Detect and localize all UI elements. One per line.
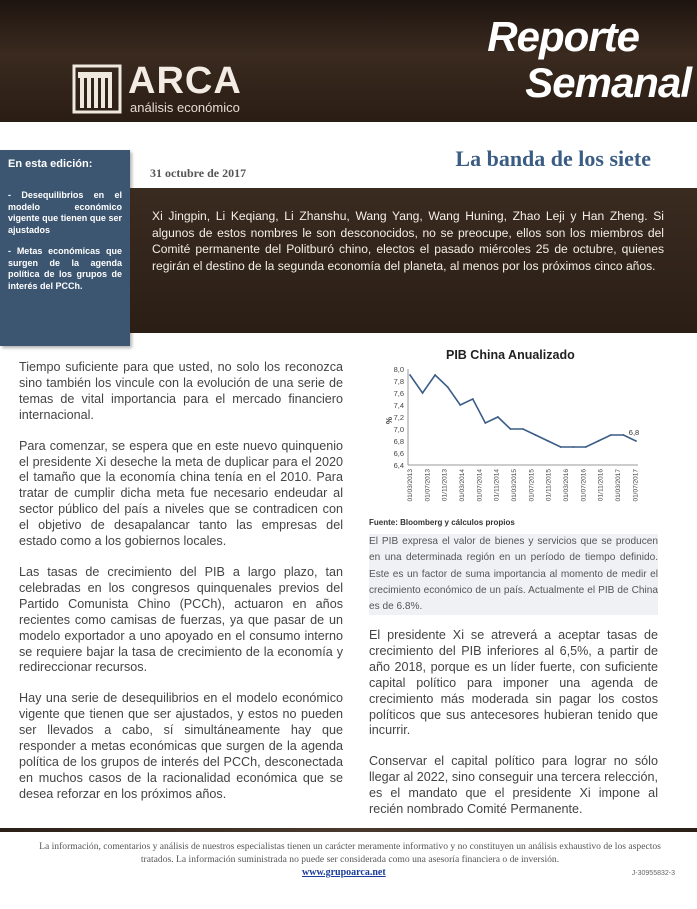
- chart-source: Fuente: Bloomberg y cálculos propios: [369, 518, 515, 527]
- chart-y-tick-label: 8,0: [393, 365, 404, 374]
- gdp-line-chart: [368, 364, 658, 514]
- report-title-line1: Reporte: [487, 13, 639, 60]
- arca-logo: [72, 60, 242, 120]
- document-code: J-30955832-3: [631, 870, 675, 877]
- chart-data-point: [497, 416, 499, 418]
- chart-y-tick-label: 6,6: [393, 449, 404, 458]
- chart-y-tick-label: 7,0: [393, 425, 404, 434]
- chart-y-axis-label: %: [384, 417, 393, 425]
- footer-divider: [0, 828, 697, 832]
- intro-paragraph: Xi Jingpin, Li Keqiang, Li Zhanshu, Wang Yang, Wang Huning, Zhao Leji y Han Zheng. Si algunos de estos nombres le son desconocidos, no se preocupe, ellos son los miembros del Comité permanente del Politburó chino, electos el pasado miércoles 25 de octubre, quienes regirán el destino de la segunda economía del planeta, al menos por los próximos cinco años.: [152, 209, 664, 273]
- brand-name: ARCA: [128, 60, 242, 102]
- chart-y-tick-label: 7,4: [393, 401, 404, 410]
- chart-title: PIB China Anualizado: [446, 348, 575, 362]
- report-title-line2: Semanal: [525, 59, 691, 106]
- body-paragraph: Tiempo suficiente para que usted, no solo los reconozca sino también los vincule con la evolución de una serie de temas de vital importancia para el mercado financiero internacional.: [19, 360, 343, 422]
- chart-data-point: [610, 434, 612, 436]
- chart-data-point: [447, 386, 449, 388]
- chart-note: El PIB expresa el valor de bienes y servicios que se producen en una determinada región en un período de tiempo definido. Este es un factor de suma importancia al momento de medir el crecimiento económico de un país. Actualmente el PIB de China es de 6.8%.: [369, 534, 658, 615]
- chart-y-tick-label: 6,4: [393, 461, 404, 470]
- chart-x-tick-label: 01/03/2016: [563, 469, 571, 502]
- website-link[interactable]: www.grupoarca.net: [302, 867, 386, 878]
- body-paragraph: Para comenzar, se espera que en este nuevo quinquenio el presidente Xi deseche la meta de duplicar para el 2020 el tamaño que la economía china tenía en el 2010. Para tratar de cumplir dicha meta fue necesario endeudar al sector público del país a niveles que se contradicen con el objetivo de desapalancar tanto las empresas del estado como a los gobiernos locales.: [19, 438, 343, 549]
- left-column: [19, 360, 343, 818]
- chart-x-tick-label: 01/07/2013: [424, 469, 432, 502]
- body-paragraph: Hay una serie de desequilibrios en el modelo económico vigente que tienen que ser ajustados, y estos no pueden ser llevados a cabo, sí simultáneamente hay que responder a metas económicas que surgen de la agenda política de los grupos de interés del PCCh, desconectada en muchos casos de la racionalidad económica que se desea reforzar en los próximos años.: [19, 691, 343, 801]
- edition-title: En esta edición:: [8, 158, 93, 170]
- disclaimer: La información, comentarios y análisis de nuestros especialistas tienen un carácter meramente informativo y no constituyen un análisis exhaustivo de los aspectos tratados. La información suministrada no puede ser considerada como una asesoría financiera o de inversión.: [39, 841, 661, 865]
- chart-data-point: [623, 434, 625, 436]
- chart-data-point: [597, 440, 599, 442]
- chart-data-point: [522, 428, 524, 430]
- right-column: [369, 628, 658, 833]
- chart-data-label: 6,8: [628, 428, 640, 437]
- body-paragraph: Conservar el capital político para lograr no sólo llegar al 2022, sino conseguir una tercera relección, es el mandato que el presidente Xi impone al recién nombrado Comité Permanente.: [369, 754, 658, 817]
- chart-data-point: [535, 434, 537, 436]
- report-date: 31 octubre de 2017: [150, 166, 247, 180]
- chart-y-tick-label: 7,2: [393, 413, 404, 422]
- chart-data-point: [572, 446, 574, 448]
- chart-y-tick-label: 6,8: [393, 437, 404, 446]
- chart-x-tick-label: 01/07/2017: [632, 469, 640, 502]
- chart-data-point: [472, 398, 474, 400]
- report-title: [487, 13, 691, 106]
- chart-data-point: [422, 392, 424, 394]
- chart-x-tick-label: 01/11/2014: [493, 469, 501, 502]
- chart-data-point: [459, 404, 461, 406]
- header-band: [0, 0, 697, 122]
- chart-y-tick-label: 7,8: [393, 377, 404, 386]
- chart-x-tick-label: 01/07/2016: [580, 469, 588, 502]
- brand-subtitle: análisis económico: [130, 100, 240, 115]
- body-paragraph: Las tasas de crecimiento del PIB a largo plazo, tan celebradas en los congresos quinquenales previos del Partido Comunista Chino (PCCh), actuaron en años recientes como camisas de fuerzas, ya que pasar de un modelo exportador a uno apoyado en el consumo interno se requiere bajar la tasa de crecimiento de la economía y redireccionar recursos.: [19, 564, 343, 675]
- chart-y-tick-label: 7,6: [393, 389, 404, 398]
- edition-sidebar: [0, 150, 130, 346]
- arca-logo-icon: [72, 64, 124, 116]
- chart-series-line: [410, 375, 636, 447]
- edition-item: - Desequilibrios en el modelo económico vigente que tienen que ser ajustados: [8, 190, 122, 235]
- chart-data-point: [409, 374, 411, 376]
- edition-item: - Metas económicas que surgen de la agenda política de los grupos de interés del PCCh.: [8, 246, 122, 291]
- chart-x-tick-label: 01/03/2014: [459, 469, 467, 502]
- chart-data-point: [547, 440, 549, 442]
- chart-x-tick-label: 01/11/2013: [441, 469, 449, 502]
- chart-x-tick-label: 01/07/2014: [476, 469, 484, 502]
- chart-x-tick-label: 01/11/2015: [545, 469, 553, 502]
- chart-data-point: [560, 446, 562, 448]
- article-title: La banda de los siete: [455, 146, 651, 171]
- body-paragraph: El presidente Xi se atreverá a aceptar tasas de crecimiento del PIB inferiores al 6,5%, a partir de año 2018, porque es un líder fuerte, con suficiente capital político para imponer una agenda de crecimiento más moderada sin pagar los costos políticos que sus antecesores hubieran tenido que incurrir.: [369, 628, 658, 738]
- chart-data-point: [635, 440, 637, 442]
- chart-data-point: [484, 422, 486, 424]
- chart-data-point: [585, 446, 587, 448]
- chart-data-point: [434, 374, 436, 376]
- chart-x-tick-label: 01/07/2015: [528, 469, 536, 502]
- chart-x-tick-label: 01/11/2016: [597, 469, 605, 502]
- chart-x-tick-label: 01/03/2017: [615, 469, 623, 502]
- chart-x-tick-label: 01/03/2013: [407, 469, 414, 502]
- chart-data-point: [510, 428, 512, 430]
- chart-x-tick-label: 01/03/2015: [511, 469, 519, 502]
